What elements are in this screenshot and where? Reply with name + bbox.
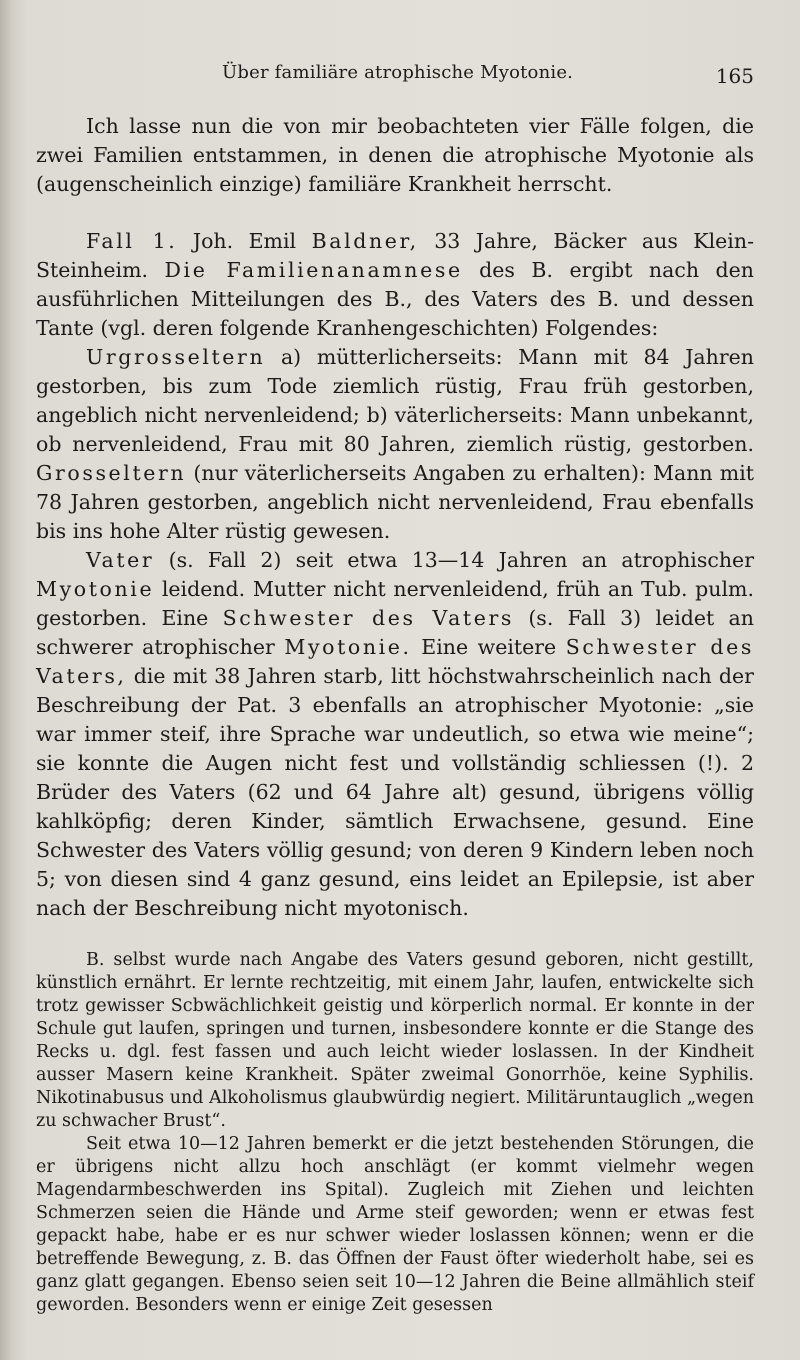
case-text-2: 33 Jahre, Bäcker aus Klein-Steinheim. (36, 229, 754, 282)
history-paragraph-2 (36, 1133, 754, 1317)
patient-name: Baldner, (311, 229, 419, 253)
father-text-5: die mit 38 Jahren starb, litt höchstwahrscheinlich nach der Beschreibung der Pat. 3 ebenfalls an atrophischer Myotonie: „sie war immer steif, ihre Sprache war undeutlich, so etwa wie meine“; sie konnte die Augen nicht fest und vollständig schliessen (!). 2 Brüder des Vaters (62 und 64 Jahre alt) gesund, übrigens völlig kahlköpfig; deren Kinder, sämtlich Erwachsene, gesund. Eine Schwester des Vaters völlig gesund; von deren 9 Kindern leben noch 5; von diesen sind 4 ganz gesund, eins leidet an Epilepsie, ist aber nach der Beschreibung nicht myotonisch. (36, 664, 754, 920)
father-text-4: Eine weitere (421, 635, 557, 659)
history-paragraph-1 (36, 949, 754, 1133)
great-grandparents-text: a) mütterlicherseits: Mann mit 84 Jahren gestorben, bis zum Tode ziemlich rüstig, Frau früh gestorben, angeblich nicht nervenleidend; b) väterlicherseits: Mann unbekannt, ob nervenleidend, Frau mit 80 Jahren, ziemlich rüstig, gestorben. (36, 345, 754, 456)
father-paragraph (36, 546, 754, 923)
father-text: (s. Fall 2) seit etwa 13—14 Jahren an atrophischer (168, 548, 754, 572)
father-text-3: (s. Fall 3) leidet an schwerer atrophischer (36, 606, 754, 659)
page-number: 165 (715, 64, 754, 88)
running-head: Über familiäre atrophische Myotonie. (222, 62, 574, 83)
grandparents-term: Grosseltern (36, 461, 187, 485)
sister-term: Schwester des Vaters (222, 606, 514, 630)
case-text: Joh. Emil (192, 229, 297, 253)
father-term: Vater (86, 548, 155, 572)
myotonie-term-2: Myotonie. (284, 635, 412, 659)
father-text-2: leidend. Mutter nicht nervenleidend, früh an Tub. pulm. gestorben. Eine (36, 577, 754, 630)
intro-text: Ich lasse nun die von mir beobachteten vier Fälle folgen, die zwei Familien entstammen, in denen die atrophische Myotonie als (augenscheinlich einzige) familiäre Krankheit herrscht. (36, 114, 754, 196)
page-header (0, 62, 800, 90)
case-1-heading (36, 227, 754, 343)
sister-term-2: Schwester des Vaters, (36, 635, 754, 688)
great-grandparents-term: Urgrosseltern (86, 345, 266, 369)
great-grandparents-paragraph (36, 343, 754, 546)
page-body (36, 112, 754, 1317)
grandparents-text: (nur väterlicherseits Angaben zu erhalten): Mann mit 78 Jahren gestorben, angeblich nicht nervenleidend, Frau ebenfalls bis ins hohe Alter rüstig gewesen. (36, 461, 754, 543)
history-text-2: Seit etwa 10—12 Jahren bemerkt er die jetzt bestehenden Störungen, die er übrigens nicht allzu hoch anschlägt (er kommt vielmehr wegen Magendarmbeschwerden ins Spital). Zugleich mit Ziehen und leichten Schmerzen seien die Hände und Arme steif geworden; wenn er etwas fest gepackt habe, habe er es nur schwer wieder loslassen können; wenn er die betreffende Bewegung, z. B. das Öffnen der Faust öfter wiederholt habe, sei es ganz glatt gegangen. Ebenso seien seit 10—12 Jahren die Beine allmählich steif geworden. Besonders wenn er einige Zeit gesessen (36, 1134, 754, 1315)
history-text-1: B. selbst wurde nach Angabe des Vaters gesund geboren, nicht gestillt, künstlich ernährt. Er lernte rechtzeitig, mit einem Jahr, laufen, entwickelte sich trotz gewisser Scbwächlichkeit geistig und körperlich normal. Er konnte in der Schule gut laufen, springen und turnen, insbesondere konnte er die Stange des Recks u. dgl. fest fassen und auch leicht wieder loslassen. In der Kindheit ausser Masern keine Krankheit. Später zweimal Gonorrhöe, keine Syphilis. Nikotinabusus und Alkoholismus glaubwürdig negiert. Militäruntauglich „wegen zu schwacher Brust“. (36, 950, 754, 1131)
intro-paragraph (36, 112, 754, 199)
myotonie-term: Myotonie (36, 577, 155, 601)
case-label: Fall 1. (86, 229, 178, 253)
family-history-term: Die Familienanamnese (164, 258, 463, 282)
family-history-text: des B. ergibt nach den ausführlichen Mitteilungen des B., des Vaters des B. und dessen Tante (vgl. deren folgende Kranhengeschichten) Folgendes: (36, 258, 754, 340)
